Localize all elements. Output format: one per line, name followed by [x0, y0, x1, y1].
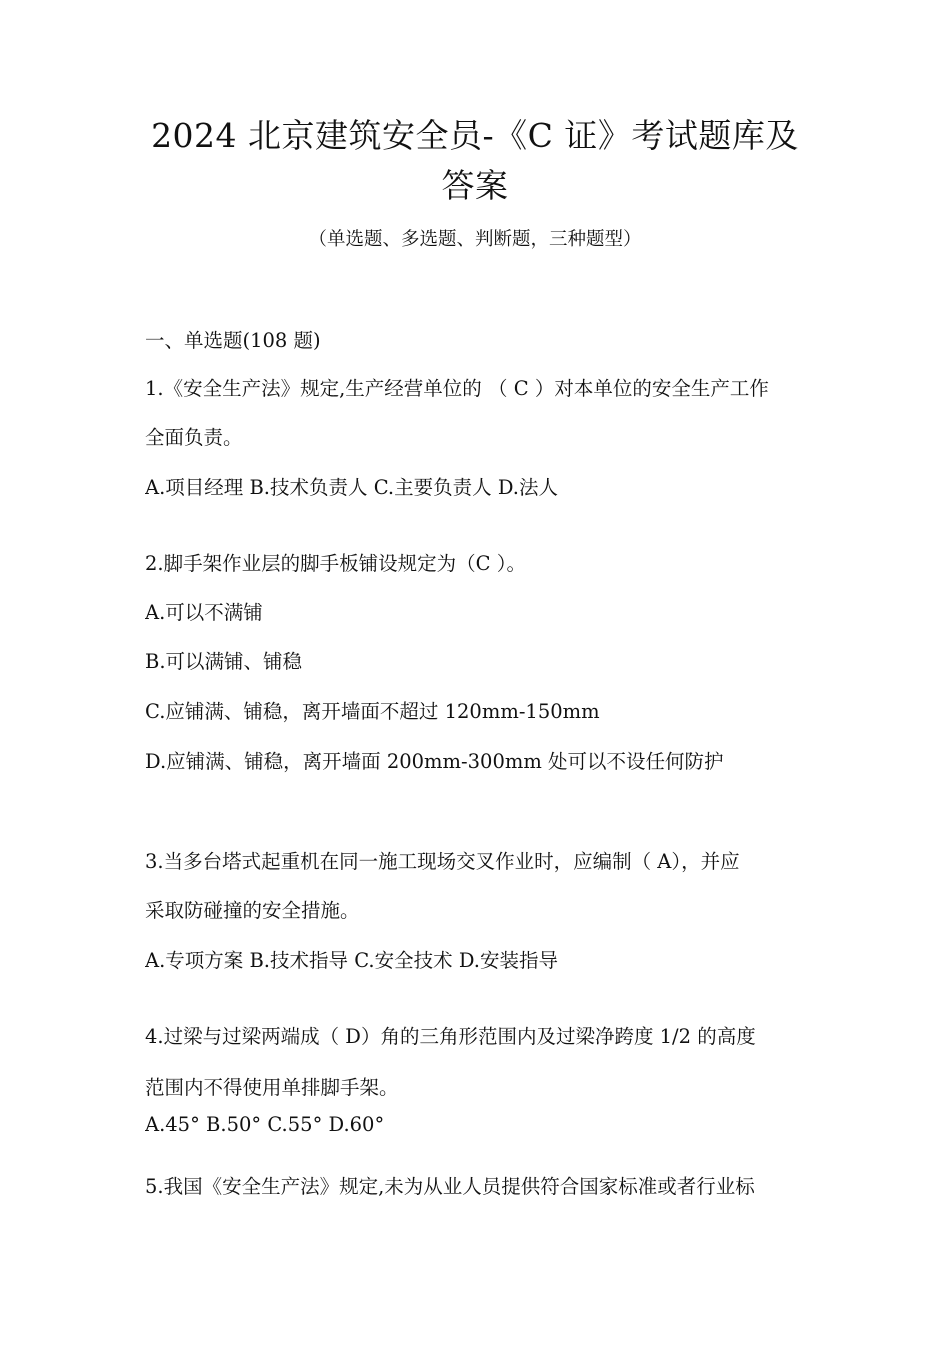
question-3-stem-line-2: 采取防碰撞的安全措施。 [145, 899, 360, 922]
question-2-option-b: B.可以满铺、铺稳 [145, 650, 303, 673]
question-4-stem-line-2: 范围内不得使用单排脚手架。 [145, 1076, 399, 1099]
question-1-options: A.项目经理 B.技术负责人 C.主要负责人 D.法人 [145, 476, 558, 499]
question-4-stem-line-1: 4.过梁与过梁两端成（ D）角的三角形范围内及过梁净跨度 1/2 的高度 [145, 1025, 756, 1048]
document-subtitle: （单选题、多选题、判断题，三种题型） [308, 229, 642, 250]
question-5-stem-line-1: 5.我国《安全生产法》规定,未为从业人员提供符合国家标准或者行业标 [145, 1175, 755, 1198]
question-1-stem-line-1: 1.《安全生产法》规定,生产经营单位的 （ C ）对本单位的安全生产工作 [145, 377, 769, 400]
question-3-stem-line-1: 3.当多台塔式起重机在同一施工现场交叉作业时，应编制（ A），并应 [145, 850, 740, 873]
question-2-option-c: C.应铺满、铺稳，离开墙面不超过 120mm-150mm [145, 700, 600, 723]
section-heading: 一、单选题(108 题) [145, 329, 321, 352]
question-3-options: A.专项方案 B.技术指导 C.安全技术 D.安装指导 [145, 949, 558, 972]
document-title-line-2: 答案 [441, 166, 509, 205]
question-2-option-a: A.可以不满铺 [145, 601, 263, 624]
question-2-option-d: D.应铺满、铺稳，离开墙面 200mm-300mm 处可以不设任何防护 [145, 750, 724, 773]
question-2-stem-line-1: 2.脚手架作业层的脚手板铺设规定为（C ）。 [145, 552, 526, 575]
question-1-stem-line-2: 全面负责。 [145, 426, 243, 449]
question-4-options: A.45° B.50° C.55° D.60° [145, 1113, 385, 1136]
document-title-line-1: 2024 北京建筑安全员-《C 证》考试题库及 [151, 116, 799, 155]
